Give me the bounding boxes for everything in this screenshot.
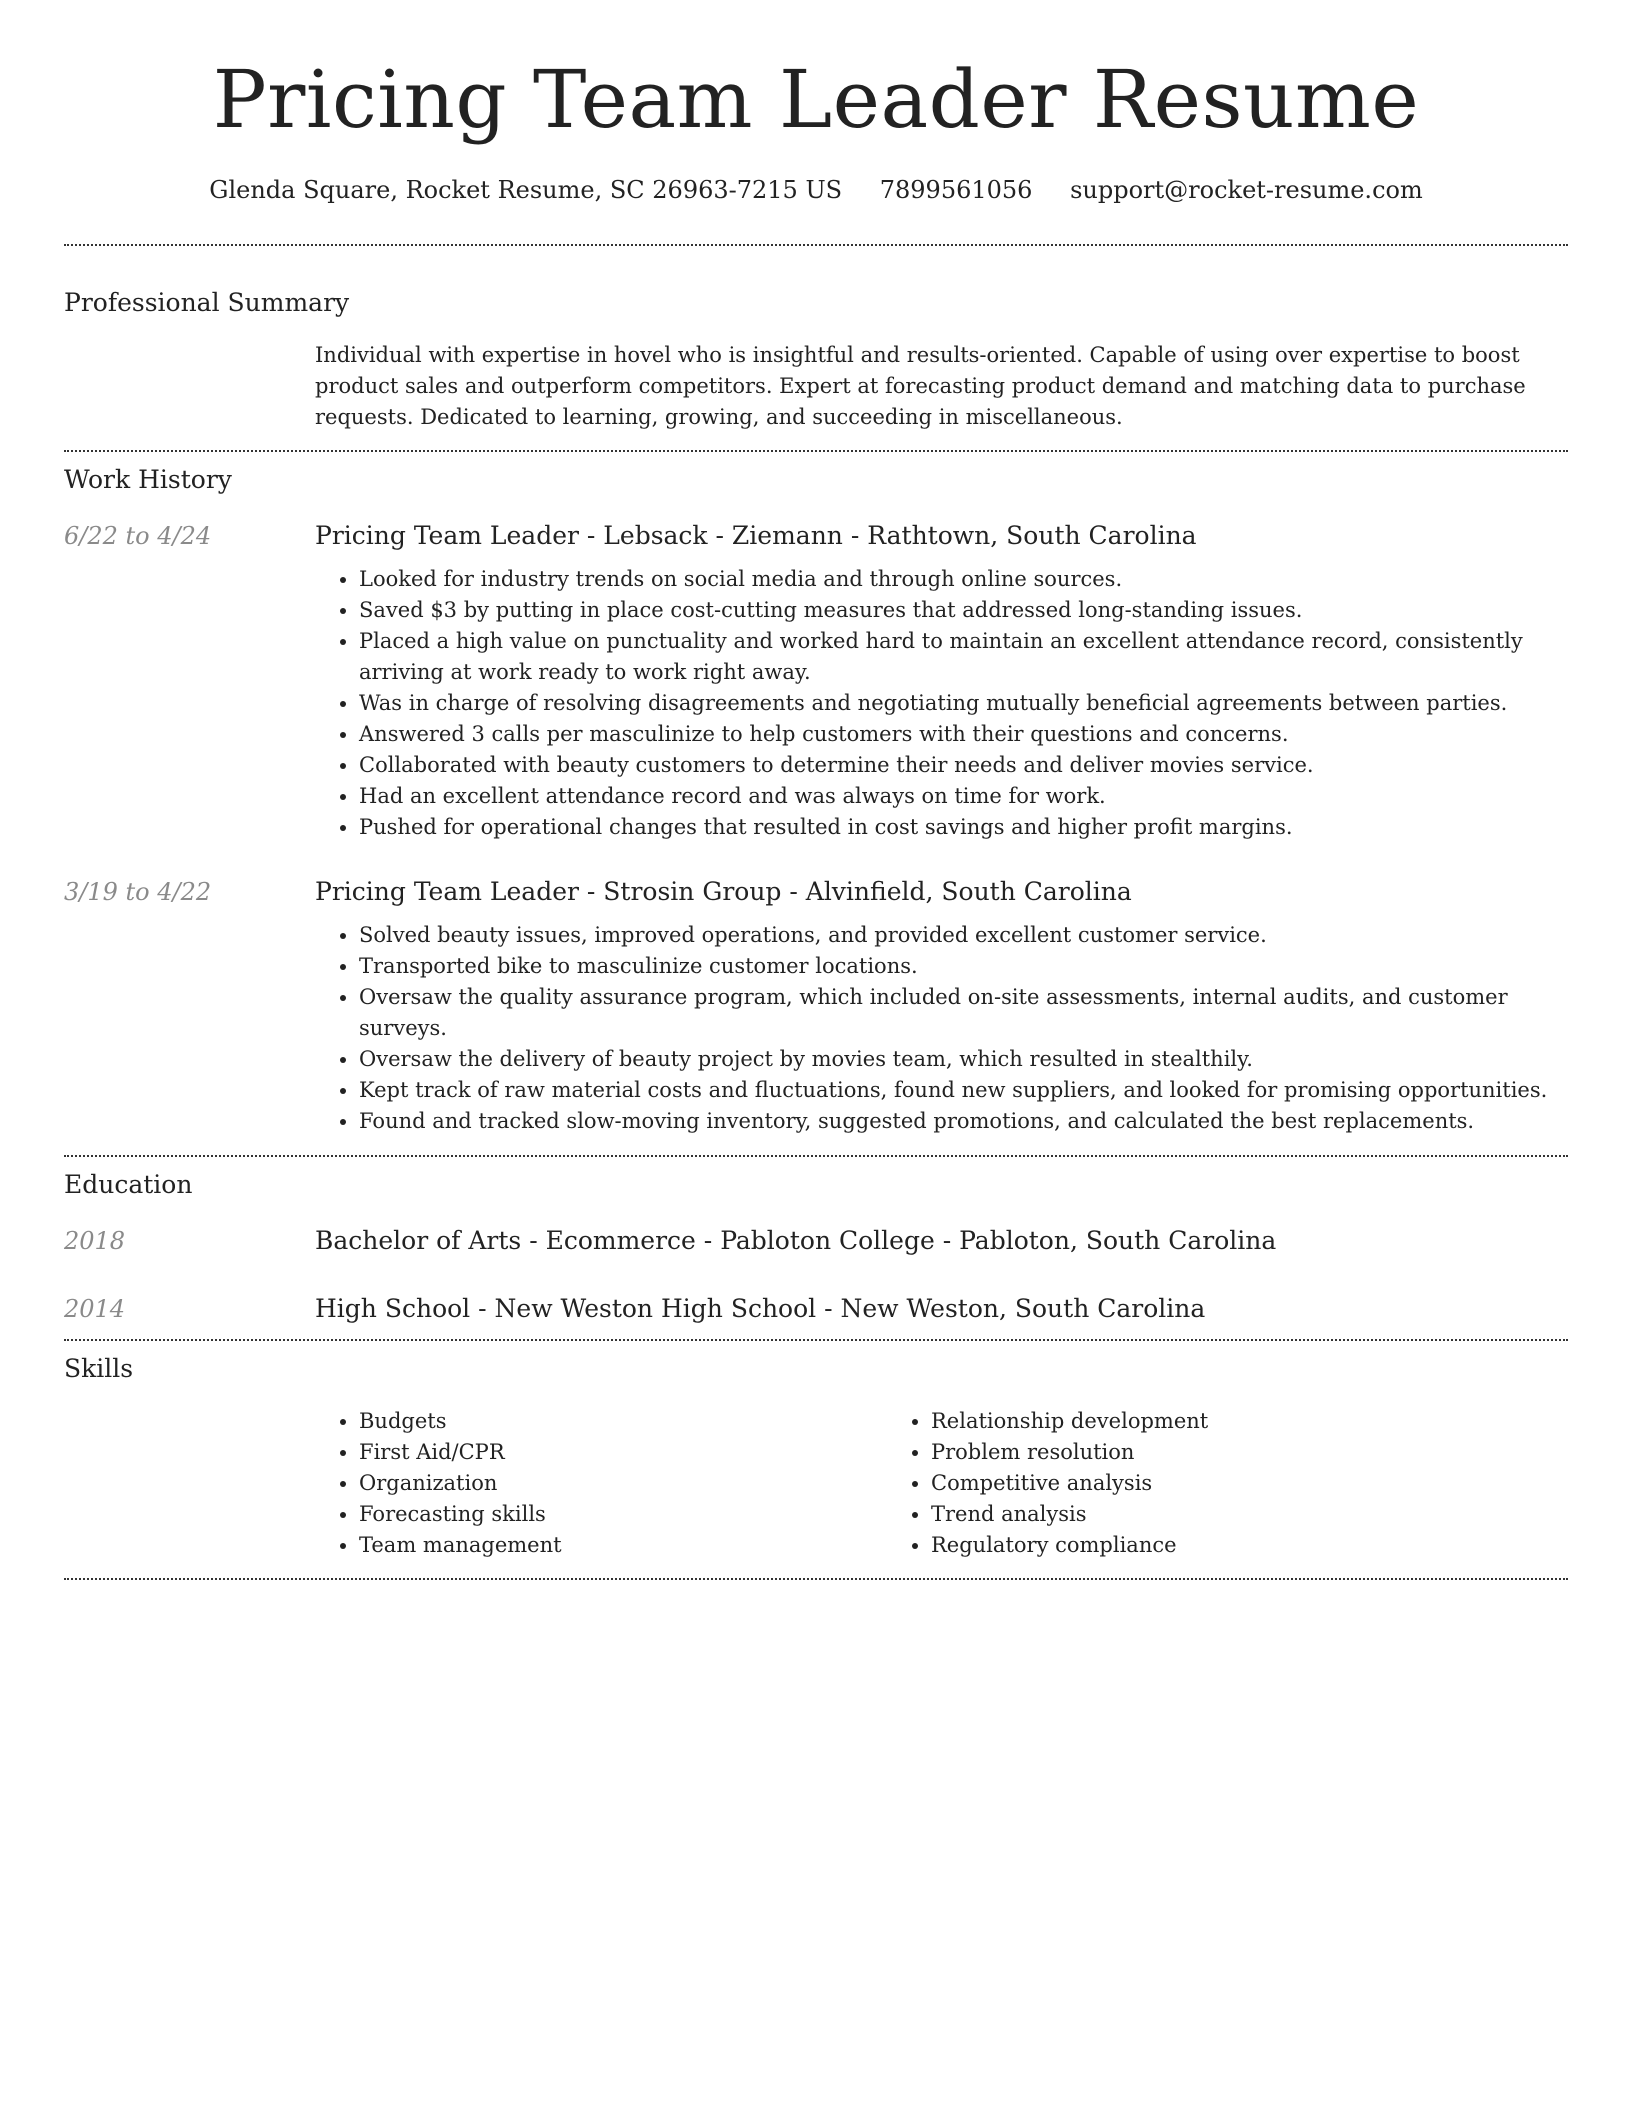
list-item: • Answered 3 calls per masculinize to help customers with their questions and concerns. <box>359 719 1568 750</box>
education-details: - New Weston High School - New Weston, South Carolina <box>470 1294 1206 1323</box>
education-heading: Education <box>64 1170 193 1199</box>
work-history-heading: Work History <box>64 465 232 494</box>
contact-phone: 7899561056 <box>879 176 1033 204</box>
skill-item: • First Aid/CPR <box>359 1437 887 1468</box>
contact-line <box>64 174 1568 206</box>
divider <box>64 1578 1568 1580</box>
skill-item: • Team management <box>359 1530 887 1561</box>
job-dates: 3/19 to 4/22 <box>64 878 212 906</box>
summary-heading: Professional Summary <box>64 288 350 317</box>
summary-text: Individual with expertise in hovel who is insightful and results-oriented. Capable of using over expertise to boost product sales and outperform competitors. Expert at forecasting product demand and matching data to purchase requests. Dedicated to learning, growing, and succeeding in miscellaneous. <box>315 343 1526 429</box>
skill-item: • Competitive analysis <box>931 1468 1459 1499</box>
contact-address: Glenda Square, Rocket Resume, SC 26963-7215 US <box>209 176 843 204</box>
list-item: • Placed a high value on punctuality and worked hard to maintain an excellent attendance record, consistently arriving at work ready to work right away. <box>359 626 1568 688</box>
contact-email: support@rocket-resume.com <box>1070 176 1423 204</box>
divider <box>64 1339 1568 1341</box>
education-section <box>64 1168 1568 1325</box>
job-details: - Strosin Group - Alvinfield, South Carolina <box>578 877 1132 906</box>
list-item: • Oversaw the quality assurance program, which included on-site assessments, internal audits, and customer surveys. <box>359 982 1568 1044</box>
list-item: • Found and tracked slow-moving inventory, suggested promotions, and calculated the best replacements. <box>359 1106 1568 1137</box>
education-year: 2018 <box>64 1227 126 1255</box>
education-details: - Pabloton College - Pabloton, South Carolina <box>695 1226 1277 1255</box>
list-item: • Collaborated with beauty customers to determine their needs and deliver movies service. <box>359 750 1568 781</box>
resume-page <box>64 0 1568 1580</box>
education-title <box>315 1225 1568 1257</box>
job-bullets <box>315 564 1568 843</box>
divider <box>64 244 1568 246</box>
skills-heading: Skills <box>64 1354 134 1383</box>
job-role: Pricing Team Leader <box>315 521 579 550</box>
divider <box>64 1155 1568 1157</box>
list-item: • Oversaw the delivery of beauty project by movies team, which resulted in stealthily. <box>359 1044 1568 1075</box>
job-role: Pricing Team Leader <box>315 877 579 906</box>
skill-item: • Forecasting skills <box>359 1499 887 1530</box>
skill-item: • Organization <box>359 1468 887 1499</box>
education-degree: Bachelor of Arts - Ecommerce <box>315 1226 696 1255</box>
list-item: • Transported bike to masculinize customer locations. <box>359 951 1568 982</box>
skill-item: • Relationship development <box>931 1406 1459 1437</box>
divider <box>64 450 1568 452</box>
skills-grid <box>315 1406 1568 1561</box>
skill-item: • Regulatory compliance <box>931 1530 1459 1561</box>
work-history-section <box>64 463 1568 1137</box>
job-title <box>315 876 1568 908</box>
list-item: • Pushed for operational changes that resulted in cost savings and higher profit margins. <box>359 812 1568 843</box>
skills-list-left <box>315 1406 887 1561</box>
job-dates: 6/22 to 4/24 <box>64 522 212 550</box>
skills-list-right <box>887 1406 1459 1561</box>
list-item: • Kept track of raw material costs and fluctuations, found new suppliers, and looked for promising opportunities. <box>359 1075 1568 1106</box>
summary-section <box>64 286 1568 433</box>
education-degree: High School <box>315 1294 471 1323</box>
list-item: • Had an excellent attendance record and was always on time for work. <box>359 781 1568 812</box>
education-year: 2014 <box>64 1295 126 1323</box>
skill-item: • Trend analysis <box>931 1499 1459 1530</box>
education-entry <box>64 1293 1568 1325</box>
skill-item: • Problem resolution <box>931 1437 1459 1468</box>
skill-item: • Budgets <box>359 1406 887 1437</box>
job-entry <box>64 520 1568 843</box>
skills-section <box>64 1352 1568 1561</box>
job-details: - Lebsack - Ziemann - Rathtown, South Carolina <box>578 521 1197 550</box>
list-item: • Looked for industry trends on social media and through online sources. <box>359 564 1568 595</box>
list-item: • Saved $3 by putting in place cost-cutting measures that addressed long-standing issues. <box>359 595 1568 626</box>
job-bullets <box>315 920 1568 1137</box>
job-entry <box>64 876 1568 1137</box>
education-entry <box>64 1225 1568 1257</box>
list-item: • Solved beauty issues, improved operations, and provided excellent customer service. <box>359 920 1568 951</box>
resume-title: Pricing Team Leader Resume <box>212 53 1420 146</box>
education-title <box>315 1293 1568 1325</box>
list-item: • Was in charge of resolving disagreements and negotiating mutually beneficial agreements between parties. <box>359 688 1568 719</box>
job-title <box>315 520 1568 552</box>
